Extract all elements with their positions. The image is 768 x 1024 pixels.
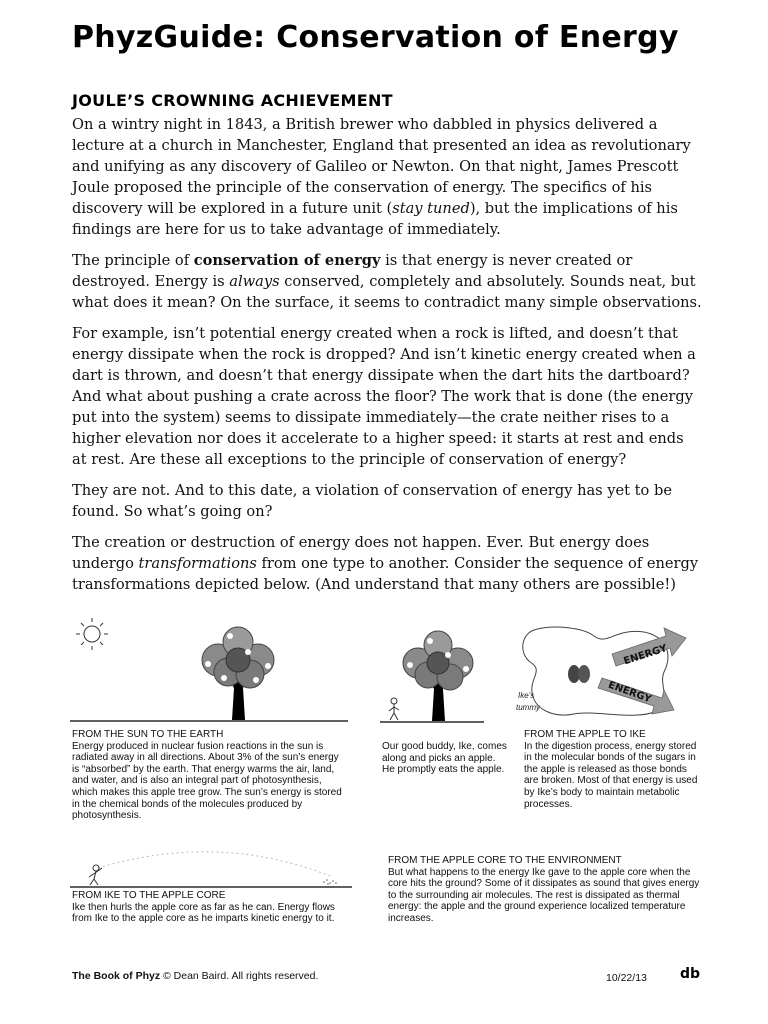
caption-core-to-environment [388, 855, 702, 925]
caption-heading: FROM IKE TO THE APPLE CORE [72, 890, 226, 901]
ike-throwing-icon [89, 865, 102, 885]
caption-heading: FROM THE SUN TO THE EARTH [72, 729, 224, 740]
footer-date: 10/22/13 [606, 972, 647, 984]
paragraph-4: They are not. And to this date, a violation of conservation of energy has yet to be found. So what’s going on? [72, 482, 672, 520]
tummy-label: Ike’s [518, 691, 535, 700]
apple-tree-icon [403, 631, 473, 721]
caption-apple-to-ike [524, 729, 704, 810]
sun-icon [76, 618, 108, 650]
impact-dots [323, 879, 337, 885]
sun-tree-illustration [68, 612, 350, 724]
svg-text:ENERGY: ENERGY [606, 679, 653, 706]
tummy-label: tummy [516, 703, 540, 712]
stomach-icon [568, 665, 590, 683]
caption-text: In the digestion process, energy stored in the molecular bonds of the sugars in the apple is released as those bonds are broken. Most of that energy is used by Ike’s body to maintain metabolic processes. [524, 740, 698, 810]
ike-figure-icon [389, 698, 399, 720]
trajectory-path [98, 852, 330, 876]
caption-sun-to-earth [72, 729, 348, 822]
author-logo: db [680, 966, 701, 982]
body-text [72, 114, 702, 605]
copyright-text: © Dean Baird. All rights reserved. [160, 970, 319, 982]
caption-text: But what happens to the energy Ike gave to the apple core when the core hits the ground? Some of it dissipates as sound that gives energy to the surrounding air molecules. The rest is dissipated as thermal energy: the apple and the ground experience localized temperature increases. [388, 866, 700, 924]
caption-text: Ike then hurls the apple core as far as he can. Energy flows from Ike to the apple core as he imparts kinetic energy to it. [72, 901, 335, 925]
caption-text: Energy produced in nuclear fusion reactions in the sun is radiated away in all directions. About 3% of the sun’s energy is “absorbed” by the earth. That energy warms the air, land, and water, and is also an integral part of photosynthesis, which makes this apple tree grow. The sun’s energy is stored in the chemical bonds of the molecules produced by photosynthesis. [72, 740, 342, 822]
paragraph-5: The creation or destruction of energy does not happen. Ever. But energy does undergo transformations from one type to another. Consider the sequence of energy transformations depicted below. (And understand that many others are possible!) [72, 534, 699, 593]
page-title: PhyzGuide: Conservation of Energy [72, 20, 679, 55]
caption-ike-to-core [72, 890, 356, 925]
throw-illustration [68, 838, 354, 890]
footer-copyright [72, 970, 318, 982]
svg-text:ENERGY: ENERGY [622, 643, 669, 668]
paragraph-2: The principle of conservation of energy is that energy is never created or destroyed. Energy is always conserved, completely and absolutely. Sounds neat, but what does it mean? On the surface, it seems to contradict many simple observations. [72, 252, 702, 311]
apple-tree-icon [202, 627, 274, 720]
section-heading: JOULE’S CROWNING ACHIEVEMENT [72, 91, 393, 110]
paragraph-3: For example, isn’t potential energy created when a rock is lifted, and doesn’t that energy dissipate when the rock is dropped? And isn’t kinetic energy created when a dart is thrown, and doesn’t that energy dissipate when the dart hits the dartboard? And what about pushing a crate across the floor? The work that is done (the energy put into the system) seems to dissipate immediately—the crate neither rises to a higher elevation nor does it accelerate to a higher speed: it starts at rest and ends at rest. Are these all exceptions to the principle of conservation of energy? [72, 325, 696, 468]
book-title: The Book of Phyz [72, 970, 161, 982]
paragraph-1: On a wintry night in 1843, a British brewer who dabbled in physics delivered a lecture at a church in Manchester, England that presented an idea as revolutionary and unifying as any discovery of Galileo or Newton. On that night, James Prescott Joule proposed the principle of the conservation of energy. The specifics of his discovery will be explored in a future unit (stay tuned), but the implications of his findings are here for us to take advantage of immediately. [72, 116, 691, 238]
caption-heading: FROM THE APPLE TO IKE [524, 729, 646, 740]
energy-arrow-up [612, 628, 686, 667]
caption-heading: FROM THE APPLE CORE TO THE ENVIRONMENT [388, 855, 622, 866]
tummy-illustration [514, 622, 692, 722]
ike-tree-illustration [378, 625, 486, 725]
caption-ike-eats [382, 741, 510, 776]
caption-text: Our good buddy, Ike, comes along and picks an apple. He promptly eats the apple. [382, 741, 507, 776]
